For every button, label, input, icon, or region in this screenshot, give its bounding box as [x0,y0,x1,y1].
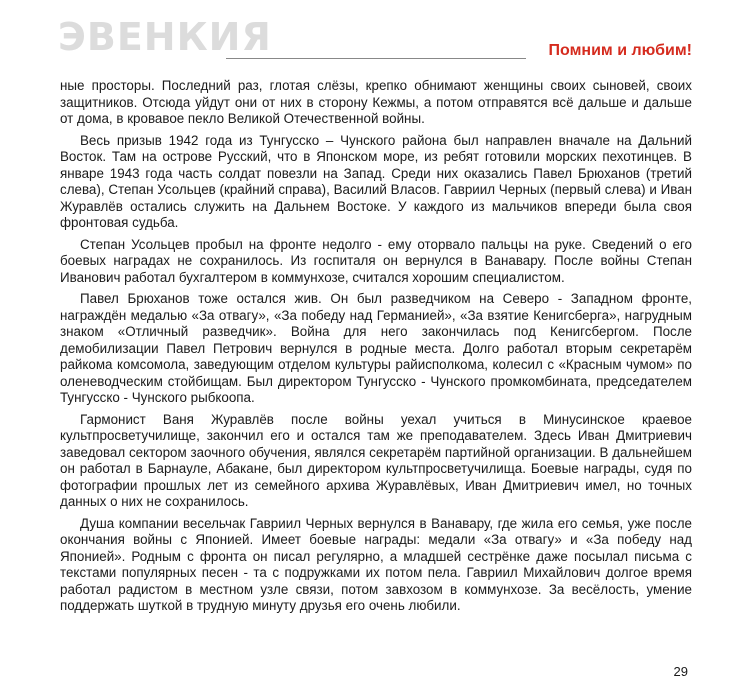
article-body [60,78,692,620]
section-title: ЭВЕНКИЯ [58,15,272,59]
header-divider [226,58,526,59]
article-paragraph-3: Степан Усольцев пробыл на фронте недолго - ему оторвало пальцы на руке. Сведений о его боевых наградах не сохранилось. Из госпиталя он вернулся в Ванавару. После войны Степан Иванович работал бухгалтером в коммунхозе, считался хорошим специалистом. [60,236,692,285]
article-paragraph-4: Павел Брюханов тоже остался жив. Он был разведчиком на Северо - Западном фронте, награждён медалью «За отвагу», «За победу над Германией», «За взятие Кенигсберга», нагрудным знаком «Отличный разведчик». Война для него закончилась под Кенигсбергом. После демобилизации Павел Петрович вернулся в родные места. Долго работал вторым секретарём райкома комсомола, заведующим отделом культуры райисполкома, колесил с «Красным чумом» по оленеводческим стойбищам. Был директором Тунгусско - Чунского промкомбината, председателем Тунгусско - Чунского рыбкоопа. [60,291,692,405]
article-paragraph-2: Весь призыв 1942 года из Тунгусско – Чунского района был направлен вначале на Дальний Восток. Там на острове Русский, что в Японском море, из ребят готовили морских пехотинцев. В январе 1943 года часть солдат повезли на Запад. Среди них оказались Павел Брюханов (третий слева), Степан Усольцев (крайний справа), Василий Власов. Гавриил Черных (первый слева) и Иван Журавлёв остались служить на Дальнем Востоке. У каждого из мальчиков впереди была своя фронтовая судьба. [60,132,692,230]
article-paragraph-1: ные просторы. Последний раз, глотая слёзы, крепко обнимают женщины своих сыновей, своих защитников. Отсюда уйдут они от них в сторону Кежмы, а потом отправятся всё дальше и дальше от дома, в кровавое пекло Великой Отечественной войны. [60,78,692,126]
article-paragraph-6: Душа компании весельчак Гавриил Черных вернулся в Ванавару, где жила его семья, уже после окончания войны с Японией. Имеет боевые награды: медали «За отвагу» и «За победу над Японией». Родным с фронта он писал регулярно, а младшей сестрёнке даже посылал письма с текстами популярных песен - та с подружками их потом пела. Гавриил Михайлович долгое время работал радистом в местном узле связи, потом завхозом в коммунхозе. За весёлость, умение поддержать шуткой в трудную минуту друзья его очень любили. [60,515,692,613]
header-tagline: Помним и любим! [548,42,692,59]
page-number: 29 [673,664,688,679]
article-paragraph-5: Гармонист Ваня Журавлёв после войны уехал учиться в Минусинское краевое культпросветучилище, закончил его и остался там же преподавателем. Здесь Иван Дмитриевич заведовал сектором заочного обучения, являлся секретарём партийной организации. В дальнейшем он работал в Барнауле, Абакане, был директором культпросветучилища. Боевые награды, судя по фотографии прошлых лет из семейного архива Журавлёвых, Иван Дмитриевич имел, но точных данных о них не сохранилось. [60,411,692,509]
page-header [58,14,694,64]
